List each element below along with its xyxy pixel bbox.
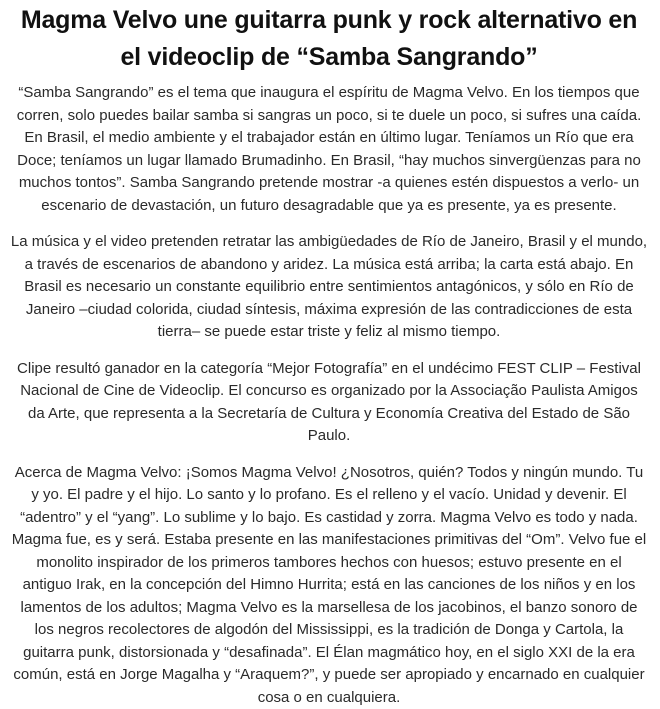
article-paragraph-intro: “Samba Sangrando” es el tema que inaugura el espíritu de Magma Velvo. En los tiempos que corren, solo puedes bailar samba si sangras un poco, si te duele un poco, si sufres una caída. En Brasil, el medio ambiente y el trabajador están en último lugar. Teníamos un Río que era Doce; teníamos un lugar llamado Brumadinho. En Brasil, “hay muchos sinvergüenzas para no muchos tontos”. Samba Sangrando pretende mostrar -a quienes estén dispuestos a verlo- un escenario de devastación, un futuro desagradable que ya es presente, ya es presente. [10, 82, 648, 217]
article-paragraph-about: Acerca de Magma Velvo: ¡Somos Magma Velvo! ¿Nosotros, quién? Todos y ningún mundo. Tu y yo. El padre y el hijo. Lo santo y lo profano. Es el relleno y el vacío. Unidad y devenir. El “adentro” y el “yang”. Lo sublime y lo bajo. Es castidad y zorra. Magma Velvo es todo y nada. Magma fue, es y será. Estaba presente en las manifestaciones primitivas del “Om”. Velvo fue el monolito inspirador de los primeros tambores hechos con huesos; estuvo presente en el antiguo Irak, en la concepción del Himno Hurrita; está en las canciones de los niños y en los lamentos de los adultos; Magma Velvo es la marsellesa de los jacobinos, el banzo sonoro de los negros recolectores de algodón del Mississippi, es la tradición de Donga y Cartola, la guitarra punk, distorsionada y “desafinada”. El Élan magmático hoy, en el siglo XXI de la era común, está en Jorge Magalha y “Araquem?”, y puede ser apropiado y encarnado en cualquier cosa o en cualquiera. [10, 462, 648, 709]
article-paragraph-music-video: La música y el video pretenden retratar las ambigüedades de Río de Janeiro, Brasil y el mundo, a través de escenarios de abandono y aridez. La música está arriba; la carta está abajo. En Brasil es necesario un constante equilibrio entre sentimientos antagónicos, y sólo en Río de Janeiro –ciudad colorida, ciudad síntesis, máxima expresión de las contradicciones de esta tierra– se puede estar triste y feliz al mismo tiempo. [10, 231, 648, 344]
article-title: Magma Velvo une guitarra punk y rock alternativo en el videoclip de “Samba Sangrando” [10, 0, 648, 76]
article-paragraph-award: Clipe resultó ganador en la categoría “Mejor Fotografía” en el undécimo FEST CLIP – Festival Nacional de Cine de Videoclip. El concurso es organizado por la Associação Paulista Amigos da Arte, que representa a la Secretaría de Cultura y Economía Creativa del Estado de São Paulo. [10, 358, 648, 448]
